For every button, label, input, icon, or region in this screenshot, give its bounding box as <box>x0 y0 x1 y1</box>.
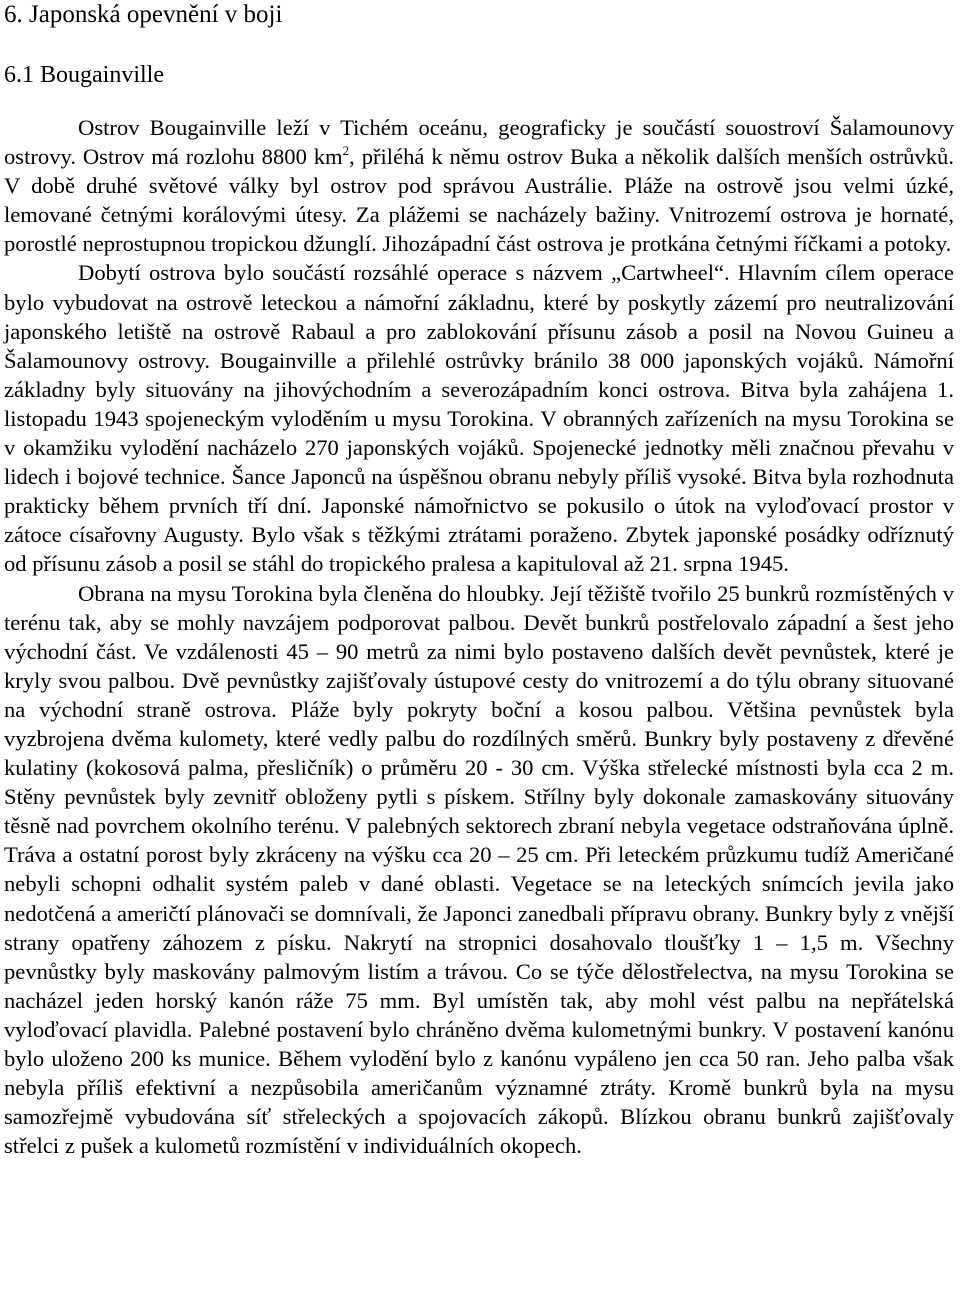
paragraph-text-start: Ostrov Bougainville leží v Tichém oceánu, geograficky je součástí souostroví Šalamounovy ostrovy. Ostrov má rozlohu 8800 km <box>4 115 954 170</box>
superscript-exponent: 2 <box>342 143 350 159</box>
paragraph-operation-cartwheel: Dobytí ostrova bylo součástí rozsáhlé operace s názvem „Cartwheel“. Hlavním cílem operace bylo vybudovat na ostrově leteckou a námořní základnu, které by poskytly zázemí pro neutralizování japonského letiště na ostrově Rabaul a pro zablokování přísunu zásob a posil na Novou Guineu a Šalamounovy ostrovy. Bougainville a přilehlé ostrůvky bránilo 38 000 japonských vojáků. Námořní základny byly situovány na jihovýchodním a severozápadním konci ostrova. Bitva byla zahájena 1. listopadu 1943 spojeneckým vyloděním u mysu Torokina. V obranných zařízeních na mysu Torokina se v okamžiku vylodění nacházelo 270 japonských vojáků. Spojenecké jednotky měli značnou převahu v lidech i bojové technice. Šance Japonců na úspěšnou obranu nebyly příliš vysoké. Bitva byla rozhodnuta prakticky během prvních tří dní. Japonské námořnictvo se pokusilo o útok na vyloďovací prostor v zátoce císařovny Augusty. Bylo však s těžkými ztrátami poraženo. Zbytek japonské posádky odříznutý od přísunu zásob a posil se stáhl do tropického pralesa a kapituloval až 21. srpna 1945. <box>4 260 954 577</box>
paragraph-island-description <box>4 113 954 258</box>
paragraph-text-end: , přiléhá k němu ostrov Buka a několik dalších menších ostrůvků. V době druhé světové války byl ostrov pod správou Austrálie. Pláže na ostrově jsou velmi úzké, lemované četnými korálovými útesy. Za plážemi se nacházely bažiny. Vnitrozemí ostrova je hornaté, porostlé neprostupnou tropickou džunglí. Jihozápadní část ostrova je protkána četnými říčkami a potoky. <box>4 144 954 257</box>
paragraph-torokina-defense: Obrana na mysu Torokina byla členěna do hloubky. Její těžiště tvořilo 25 bunkrů rozmístěných v terénu tak, aby se mohly navzájem podporovat palbou. Devět bunkrů postřelovalo západní a šest jeho východní část. Ve vzdálenosti 45 – 90 metrů za nimi bylo postaveno dalších devět pevnůstek, které je kryly svou palbou. Dvě pevnůstky zajišťovaly ústupové cesty do vnitrozemí a do týlu obrany situované na východní straně ostrova. Pláže byly pokryty boční a kosou palbou. Většina pevnůstek byla vyzbrojena dvěma kulomety, které vedly palbu do rozdílných směrů. Bunkry byly postaveny z dřevěné kulatiny (kokosová palma, přesličník) o průměru 20 - 30 cm. Výška střelecké místnosti byla cca 2 m. Stěny pevnůstek byly zevnitř obloženy pytli s pískem. Střílny byly dokonale zamaskovány situovány těsně nad povrchem okolního terénu. V palebných sektorech zbraní nebyla vegetace odstraňována úplně. Tráva a ostatní porost byly zkráceny na výšku cca 20 – 25 cm. Při leteckém průzkumu tudíž Američané nebyli schopni odhalit systém paleb v dané oblasti. Vegetace se na leteckých snímcích jevila jako nedotčená a američtí plánovači se domnívali, že Japonci zanedbali přípravu obrany. Bunkry byly z vnější strany opatřeny záhozem z písku. Nakrytí na stropnici dosahovalo tloušťky 1 – 1,5 m. Všechny pevnůstky byly maskovány palmovým listím a trávou. Co se týče dělostřelectva, na mysu Torokina se nacházel jeden horský kanón ráže 75 mm. Byl umístěn tak, aby mohl vést palbu na nepřátelská vyloďovací plavidla. Palebné postavení bylo chráněno dvěma kulometnými bunkry. V postavení kanónu bylo uloženo 200 ks munice. Během vylodění bylo z kanónu vypáleno jen cca 50 ran. Jeho palba však nebyla příliš efektivní a nezpůsobila američanům významné ztráty. Kromě bunkrů byla na mysu samozřejmě vybudována síť střeleckých a spojovacích zákopů. Blízkou obranu bunkrů zajišťovaly střelci z pušek a kulometů rozmístění v individuálních okopech. <box>4 580 954 1159</box>
section-heading: 6.1 Bougainville <box>4 62 164 88</box>
chapter-heading: 6. Japonská opevnění v boji <box>4 1 283 28</box>
body-text <box>4 113 954 1160</box>
